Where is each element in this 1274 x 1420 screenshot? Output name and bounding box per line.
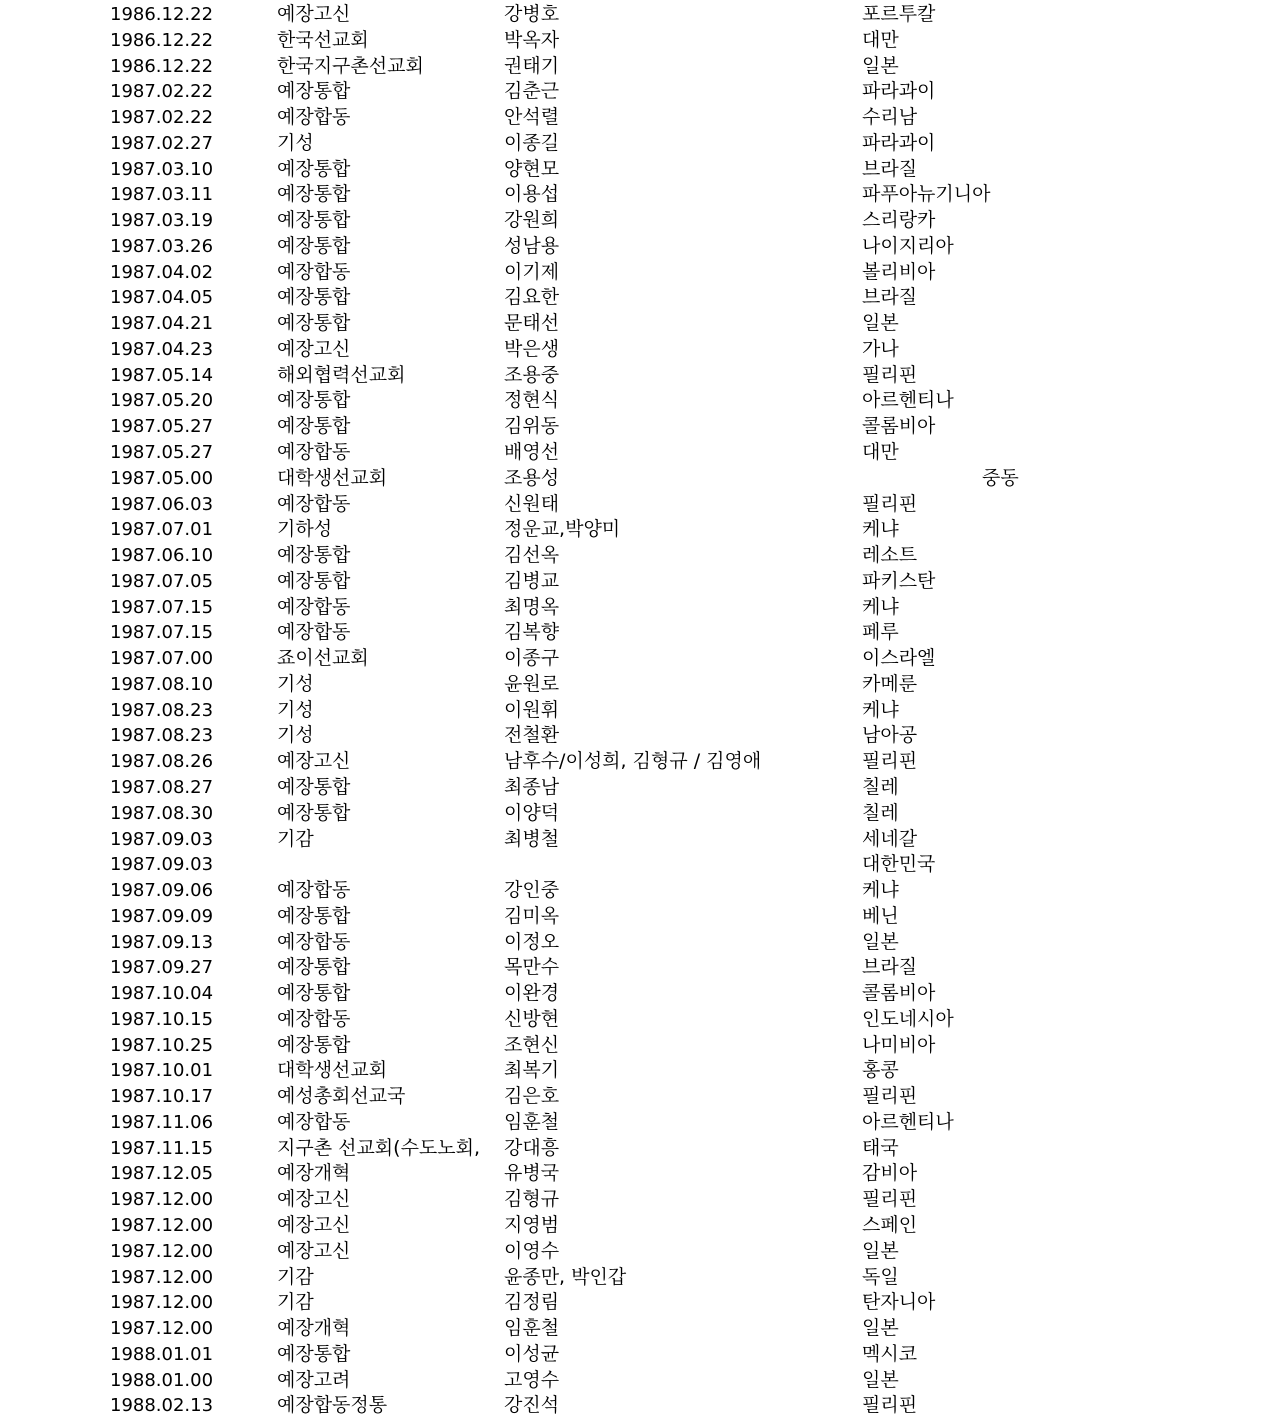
- destination-cell: 일본: [862, 54, 899, 77]
- destination-cell: 포르투칼: [862, 3, 936, 25]
- org-cell: 예장통합: [277, 569, 351, 592]
- org-cell: 예장고려: [277, 1368, 351, 1391]
- table-row: [0, 1187, 1274, 1213]
- date-cell: 1987.12.00: [110, 1214, 214, 1236]
- table-row: [0, 723, 1274, 749]
- table-row: [0, 208, 1274, 234]
- name-cell: 고영수: [504, 1368, 560, 1391]
- table-row: [0, 131, 1274, 157]
- org-cell: 예장통합: [277, 183, 351, 206]
- date-cell: 1987.07.15: [110, 596, 214, 618]
- org-cell: 예장통합: [277, 415, 351, 438]
- org-cell: 예장합동: [277, 930, 351, 953]
- name-cell: 신방현: [504, 1007, 560, 1030]
- table-row: [0, 517, 1274, 543]
- date-cell: 1987.12.00: [110, 1266, 214, 1288]
- org-cell: 한국선교회: [277, 28, 369, 51]
- table-row: [0, 1007, 1274, 1033]
- destination-cell: 필리핀: [862, 492, 918, 515]
- date-cell: 1987.03.11: [110, 184, 214, 206]
- org-cell: 예장합동: [277, 1110, 351, 1133]
- date-cell: 1987.08.27: [110, 776, 214, 798]
- name-cell: 강병호: [504, 3, 560, 25]
- table-row: [0, 749, 1274, 775]
- name-cell: 이기제: [504, 260, 560, 283]
- org-cell: 예장통합: [277, 982, 351, 1005]
- org-cell: 예장통합: [277, 312, 351, 335]
- table-row: [0, 337, 1274, 363]
- name-cell: 강대흥: [504, 1136, 560, 1159]
- org-cell: 예장합동: [277, 1007, 351, 1030]
- org-cell: 예장합동정통: [277, 1394, 388, 1417]
- name-cell: 성남용: [504, 234, 560, 257]
- date-cell: 1987.09.09: [110, 905, 214, 927]
- table-row: [0, 1316, 1274, 1342]
- name-cell: 배영선: [504, 441, 560, 464]
- table-row: [0, 930, 1274, 956]
- date-cell: 1987.07.05: [110, 570, 214, 592]
- name-cell: 조용중: [504, 363, 560, 386]
- date-cell: 1987.07.01: [110, 519, 214, 541]
- date-cell: 1986.12.22: [110, 55, 214, 77]
- org-cell: 예장합동: [277, 260, 351, 283]
- destination-cell: 필리핀: [862, 1188, 918, 1211]
- table-row: [0, 260, 1274, 286]
- name-cell: 김복향: [504, 621, 560, 644]
- org-cell: 예장합동: [277, 621, 351, 644]
- date-cell: 1986.12.22: [110, 4, 214, 25]
- date-cell: 1987.06.03: [110, 493, 214, 515]
- org-cell: 예장합동: [277, 595, 351, 618]
- date-cell: 1987.06.10: [110, 545, 214, 567]
- name-cell: 신원태: [504, 492, 560, 515]
- date-cell: 1987.02.22: [110, 81, 214, 103]
- org-cell: 예장개혁: [277, 1317, 351, 1340]
- table-row: [0, 801, 1274, 827]
- destination-cell: 아르헨티나: [862, 389, 954, 412]
- destination-cell: 멕시코: [862, 1342, 918, 1365]
- org-cell: 대학생선교회: [277, 1059, 388, 1082]
- destination-cell: 콜롬비아: [862, 982, 936, 1005]
- org-cell: 죠이선교회: [277, 647, 369, 670]
- date-cell: 1987.05.14: [110, 364, 214, 386]
- date-cell: 1987.12.00: [110, 1240, 214, 1262]
- date-cell: 1987.03.10: [110, 158, 214, 180]
- name-cell: 문태선: [504, 312, 560, 335]
- date-cell: 1988.01.01: [110, 1343, 214, 1365]
- name-cell: 안석렬: [504, 106, 560, 129]
- destination-cell: 케냐: [862, 698, 899, 721]
- date-cell: 1987.12.00: [110, 1318, 214, 1340]
- destination-cell: 가나: [862, 337, 899, 360]
- destination-cell: 스리랑카: [862, 209, 936, 232]
- org-cell: 대학생선교회: [277, 466, 388, 489]
- date-cell: 1987.09.03: [110, 828, 214, 850]
- table-row: [0, 1342, 1274, 1368]
- table-row: [0, 955, 1274, 981]
- table-row: [0, 1213, 1274, 1239]
- name-cell: 김위동: [504, 415, 560, 438]
- destination-cell: 파라과이: [862, 80, 936, 103]
- destination-cell: 수리남: [862, 106, 918, 129]
- table-row: [0, 157, 1274, 183]
- table-row: [0, 363, 1274, 389]
- date-cell: 1987.05.27: [110, 416, 214, 438]
- table-row: [0, 1058, 1274, 1084]
- table-row: [0, 1084, 1274, 1110]
- org-cell: 기성: [277, 131, 314, 154]
- destination-cell: 스페인: [862, 1213, 918, 1236]
- name-cell: 강인중: [504, 879, 560, 902]
- org-cell: 예장통합: [277, 775, 351, 798]
- name-cell: 지영범: [504, 1213, 560, 1236]
- name-cell: 조용성: [504, 466, 560, 489]
- org-cell: 지구촌 선교회(수도노회,: [277, 1136, 481, 1159]
- name-cell: 이영수: [504, 1239, 560, 1262]
- org-cell: 예장통합: [277, 234, 351, 257]
- destination-cell: 일본: [862, 1239, 899, 1262]
- name-cell: 윤원로: [504, 672, 560, 695]
- name-cell: 강진석: [504, 1394, 560, 1417]
- name-cell: 조현신: [504, 1033, 560, 1056]
- destination-cell: 대한민국: [862, 853, 936, 876]
- name-cell: 정운교,박양미: [504, 518, 621, 541]
- destination-cell: 나미비아: [862, 1033, 936, 1056]
- destination-cell: 칠레: [862, 801, 899, 824]
- date-cell: 1987.04.23: [110, 338, 214, 360]
- name-cell: 정현식: [504, 389, 560, 412]
- name-cell: 김형규: [504, 1188, 560, 1211]
- table-row: [0, 388, 1274, 414]
- org-cell: 예장합동: [277, 441, 351, 464]
- org-cell: 기감: [277, 1265, 314, 1288]
- destination-cell: 케냐: [862, 595, 899, 618]
- org-cell: 예장고신: [277, 337, 351, 360]
- name-cell: 임훈철: [504, 1110, 560, 1133]
- date-cell: 1987.09.13: [110, 931, 214, 953]
- org-cell: 기감: [277, 827, 314, 850]
- name-cell: 김병교: [504, 569, 560, 592]
- name-cell: 이양덕: [504, 801, 560, 824]
- org-cell: 예장고신: [277, 3, 351, 25]
- org-cell: 예장고신: [277, 1188, 351, 1211]
- table-row: [0, 595, 1274, 621]
- table-row: [0, 827, 1274, 853]
- date-cell: 1987.05.20: [110, 390, 214, 412]
- table-row: [0, 414, 1274, 440]
- org-cell: 예성총회선교국: [277, 1085, 406, 1108]
- table-row: [0, 466, 1274, 492]
- name-cell: 최복기: [504, 1059, 560, 1082]
- name-cell: 권태기: [504, 54, 560, 77]
- org-cell: 예장통합: [277, 1033, 351, 1056]
- table-row: [0, 1161, 1274, 1187]
- destination-cell: 일본: [862, 312, 899, 335]
- name-cell: 유병국: [504, 1162, 560, 1185]
- org-cell: 예장통합: [277, 209, 351, 232]
- name-cell: 김요한: [504, 286, 560, 309]
- destination-cell: 일본: [862, 1368, 899, 1391]
- table-row: [0, 1136, 1274, 1162]
- date-cell: 1987.10.25: [110, 1034, 214, 1056]
- destination-cell: 세네갈: [862, 827, 918, 850]
- name-cell: 이완경: [504, 982, 560, 1005]
- destination-cell: 인도네시아: [862, 1007, 954, 1030]
- table-row: [0, 492, 1274, 518]
- date-cell: 1987.12.05: [110, 1163, 214, 1185]
- org-cell: 예장통합: [277, 904, 351, 927]
- date-cell: 1987.05.27: [110, 442, 214, 464]
- date-cell: 1987.07.00: [110, 648, 214, 670]
- name-cell: 남후수/이성희, 김형규 / 김영애: [504, 750, 762, 773]
- table-row: [0, 698, 1274, 724]
- name-cell: 강원희: [504, 209, 560, 232]
- org-cell: 기성: [277, 672, 314, 695]
- destination-cell: 필리핀: [862, 1085, 918, 1108]
- name-cell: 최종남: [504, 775, 560, 798]
- org-cell: 예장합동: [277, 106, 351, 129]
- table-row: [0, 79, 1274, 105]
- date-cell: 1987.10.15: [110, 1008, 214, 1030]
- table-row: [0, 620, 1274, 646]
- destination-cell: 필리핀: [862, 363, 918, 386]
- destination-cell: 볼리비아: [862, 260, 936, 283]
- org-cell: 예장고신: [277, 750, 351, 773]
- date-cell: 1987.11.06: [110, 1111, 214, 1133]
- org-cell: 기성: [277, 698, 314, 721]
- name-cell: 이종구: [504, 647, 560, 670]
- name-cell: 이종길: [504, 131, 560, 154]
- destination-cell: 나이지리아: [862, 234, 954, 257]
- destination-cell: 홍콩: [862, 1059, 899, 1082]
- org-cell: 기하성: [277, 518, 333, 541]
- date-cell: 1988.01.00: [110, 1369, 214, 1391]
- destination-cell: 콜롬비아: [862, 415, 936, 438]
- table-row: [0, 852, 1274, 878]
- date-cell: 1987.08.23: [110, 725, 214, 747]
- table-row: [0, 311, 1274, 337]
- name-cell: 김정림: [504, 1291, 560, 1314]
- table-row: [0, 775, 1274, 801]
- table-row: [0, 28, 1274, 54]
- date-cell: 1987.04.02: [110, 261, 214, 283]
- name-cell: 임훈철: [504, 1317, 560, 1340]
- destination-cell: 브라질: [862, 157, 918, 180]
- date-cell: 1987.07.15: [110, 622, 214, 644]
- table-row: [0, 1290, 1274, 1316]
- destination-cell: 파키스탄: [862, 569, 936, 592]
- date-cell: 1987.04.05: [110, 287, 214, 309]
- table-row: [0, 1239, 1274, 1265]
- name-cell: 이성균: [504, 1342, 560, 1365]
- table-row: [0, 105, 1274, 131]
- table-row: [0, 182, 1274, 208]
- org-cell: 예장통합: [277, 956, 351, 979]
- org-cell: 예장고신: [277, 1213, 351, 1236]
- date-cell: 1987.10.01: [110, 1060, 214, 1082]
- destination-cell: 브라질: [862, 956, 918, 979]
- table-row: [0, 2, 1274, 28]
- destination-cell: 케냐: [862, 518, 899, 541]
- date-cell: 1987.08.30: [110, 802, 214, 824]
- destination-cell: 태국: [862, 1136, 899, 1159]
- name-cell: 윤종만, 박인갑: [504, 1265, 627, 1288]
- destination-cell: 일본: [862, 930, 899, 953]
- table-row: [0, 1110, 1274, 1136]
- name-cell: 박은생: [504, 337, 560, 360]
- table-row: [0, 285, 1274, 311]
- org-cell: 예장고신: [277, 1239, 351, 1262]
- date-cell: 1987.04.21: [110, 313, 214, 335]
- destination-cell: 탄자니아: [862, 1291, 936, 1314]
- destination-cell: 카메룬: [862, 672, 918, 695]
- date-cell: 1987.09.27: [110, 957, 214, 979]
- destination-cell: 남아공: [862, 724, 918, 747]
- name-cell: 김은호: [504, 1085, 560, 1108]
- date-cell: 1987.11.15: [110, 1137, 214, 1159]
- table-row: [0, 904, 1274, 930]
- table-row: [0, 672, 1274, 698]
- table-row: [0, 1033, 1274, 1059]
- date-cell: 1987.10.17: [110, 1086, 214, 1108]
- destination-cell: 레소트: [862, 544, 918, 567]
- org-cell: 예장통합: [277, 80, 351, 103]
- table-row: [0, 234, 1274, 260]
- destination-cell: 베닌: [862, 904, 899, 927]
- table-row: [0, 1393, 1274, 1419]
- org-cell: 예장통합: [277, 286, 351, 309]
- table-row: [0, 646, 1274, 672]
- destination-cell: 대만: [862, 441, 899, 464]
- org-cell: 기감: [277, 1291, 314, 1314]
- table-row: [0, 54, 1274, 80]
- name-cell: 김미옥: [504, 904, 560, 927]
- date-cell: 1987.02.27: [110, 132, 214, 154]
- date-cell: 1987.03.26: [110, 235, 214, 257]
- table-row: [0, 878, 1274, 904]
- region-cell: 중동: [982, 466, 1019, 489]
- table-row: [0, 981, 1274, 1007]
- destination-cell: 독일: [862, 1265, 899, 1288]
- org-cell: 기성: [277, 724, 314, 747]
- date-cell: 1987.09.03: [110, 854, 214, 876]
- org-cell: 한국지구촌선교회: [277, 54, 424, 77]
- table-row: [0, 569, 1274, 595]
- name-cell: 양현모: [504, 157, 560, 180]
- org-cell: 예장합동: [277, 879, 351, 902]
- org-cell: 예장통합: [277, 1342, 351, 1365]
- destination-cell: 칠레: [862, 775, 899, 798]
- date-cell: 1988.02.13: [110, 1395, 214, 1417]
- destination-cell: 감비아: [862, 1162, 918, 1185]
- name-cell: 최명옥: [504, 595, 560, 618]
- name-cell: 김춘근: [504, 80, 560, 103]
- name-cell: 목만수: [504, 956, 560, 979]
- name-cell: 이용섭: [504, 183, 560, 206]
- date-cell: 1987.12.00: [110, 1292, 214, 1314]
- table-row: [0, 1265, 1274, 1291]
- destination-cell: 필리핀: [862, 750, 918, 773]
- destination-cell: 일본: [862, 1317, 899, 1340]
- name-cell: 이정오: [504, 930, 560, 953]
- org-cell: 해외협력선교회: [277, 363, 406, 386]
- date-cell: 1987.05.00: [110, 467, 214, 489]
- destination-cell: 페루: [862, 621, 899, 644]
- name-cell: 김선옥: [504, 544, 560, 567]
- destination-cell: 대만: [862, 28, 899, 51]
- date-cell: 1987.10.04: [110, 983, 214, 1005]
- date-cell: 1987.03.19: [110, 210, 214, 232]
- name-cell: 전철환: [504, 724, 560, 747]
- table-row: [0, 543, 1274, 569]
- destination-cell: 케냐: [862, 879, 899, 902]
- destination-cell: 필리핀: [862, 1394, 918, 1417]
- table-row: [0, 440, 1274, 466]
- date-cell: 1987.12.00: [110, 1189, 214, 1211]
- org-cell: 예장통합: [277, 389, 351, 412]
- table-row: [0, 1368, 1274, 1394]
- org-cell: 예장통합: [277, 544, 351, 567]
- missionary-record-table: [0, 2, 1274, 1419]
- destination-cell: 이스라엘: [862, 647, 936, 670]
- destination-cell: 아르헨티나: [862, 1110, 954, 1133]
- destination-cell: 브라질: [862, 286, 918, 309]
- date-cell: 1986.12.22: [110, 29, 214, 51]
- org-cell: 예장개혁: [277, 1162, 351, 1185]
- date-cell: 1987.08.10: [110, 673, 214, 695]
- name-cell: 최병철: [504, 827, 560, 850]
- date-cell: 1987.02.22: [110, 107, 214, 129]
- org-cell: 예장통합: [277, 801, 351, 824]
- org-cell: 예장합동: [277, 492, 351, 515]
- destination-cell: 파라과이: [862, 131, 936, 154]
- org-cell: 예장통합: [277, 157, 351, 180]
- destination-cell: 파푸아뉴기니아: [862, 183, 991, 206]
- name-cell: 박옥자: [504, 28, 560, 51]
- name-cell: 이원휘: [504, 698, 560, 721]
- date-cell: 1987.08.23: [110, 699, 214, 721]
- date-cell: 1987.09.06: [110, 880, 214, 902]
- date-cell: 1987.08.26: [110, 751, 214, 773]
